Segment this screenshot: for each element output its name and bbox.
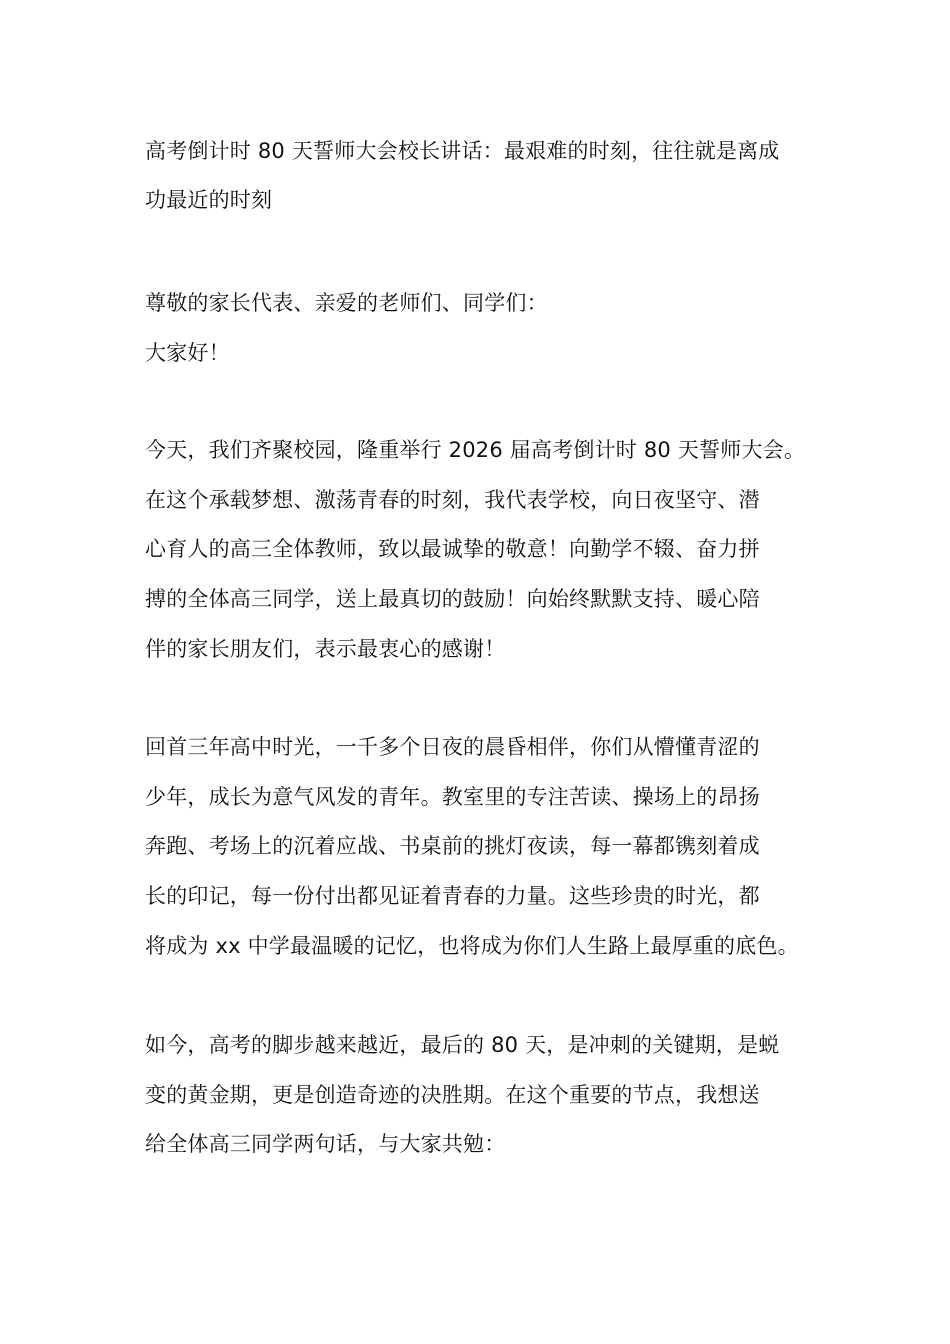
paragraph-2-line-2: 少年，成长为意气风发的青年。教室里的专注苦读、操场上的昂扬 xyxy=(145,785,760,809)
salutation: 尊敬的家长代表、亲爱的老师们、同学们： xyxy=(145,291,548,315)
document-title-line-1: 高考倒计时 80 天誓师大会校长讲话：最艰难的时刻，往往就是离成 xyxy=(145,139,780,163)
paragraph-2-line-4: 长的印记，每一份付出都见证着青春的力量。这些珍贵的时光，都 xyxy=(145,884,760,908)
paragraph-2-line-1: 回首三年高中时光，一千多个日夜的晨昏相伴，你们从懵懂青涩的 xyxy=(145,735,760,759)
paragraph-1-line-1: 今天，我们齐聚校园，隆重举行 2026 届高考倒计时 80 天誓师大会。 xyxy=(145,438,806,462)
greeting: 大家好！ xyxy=(145,341,230,365)
paragraph-1-line-5: 伴的家长朋友们，表示最衷心的感谢！ xyxy=(145,637,506,661)
paragraph-1-line-4: 搏的全体高三同学，送上最真切的鼓励！向始终默默支持、暖心陪 xyxy=(145,587,760,611)
paragraph-3-line-1: 如今，高考的脚步越来越近，最后的 80 天，是冲刺的关键期，是蜕 xyxy=(145,1033,780,1057)
paragraph-3-line-3: 给全体高三同学两句话，与大家共勉： xyxy=(145,1132,506,1156)
paragraph-2-line-3: 奔跑、考场上的沉着应战、书桌前的挑灯夜读，每一幕都镌刻着成 xyxy=(145,834,760,858)
paragraph-1-line-2: 在这个承载梦想、激荡青春的时刻，我代表学校，向日夜坚守、潜 xyxy=(145,488,760,512)
paragraph-1-line-3: 心育人的高三全体教师，致以最诚挚的敬意！向勤学不辍、奋力拼 xyxy=(145,537,760,561)
paragraph-3-line-2: 变的黄金期，更是创造奇迹的决胜期。在这个重要的节点，我想送 xyxy=(145,1083,760,1107)
document-title-line-2: 功最近的时刻 xyxy=(145,188,273,212)
paragraph-2-line-5: 将成为 xx 中学最温暖的记忆，也将成为你们人生路上最厚重的底色。 xyxy=(145,934,799,958)
